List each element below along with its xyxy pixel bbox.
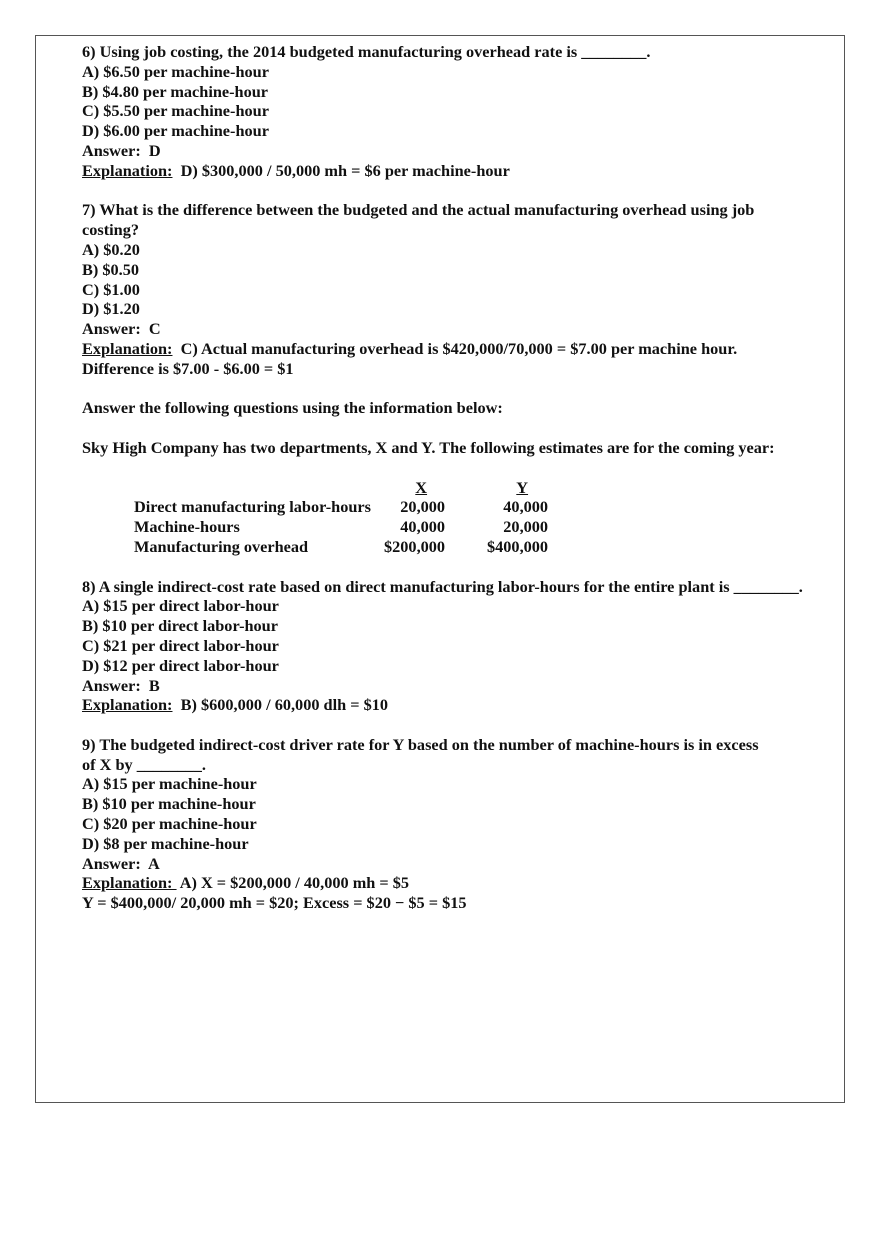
cell-y: 40,000: [503, 497, 549, 517]
scenario-text: Sky High Company has two departments, X and Y. The following estimates are for the coming year:: [82, 437, 775, 457]
table-row: [134, 497, 548, 517]
answer: Answer: A: [82, 853, 160, 873]
explanation-label: Explanation:: [82, 873, 177, 893]
option-a: A) $15 per direct labor-hour: [82, 596, 279, 616]
explanation-continued: Y = $400,000/ 20,000 mh = $20; Excess = $20 − $5 = $15: [82, 893, 467, 913]
option-a: A) $6.50 per machine-hour: [82, 61, 269, 81]
explanation: [82, 161, 812, 181]
option-c: C) $1.00: [82, 279, 140, 299]
explanation: [82, 339, 812, 359]
explanation-label: Explanation:: [82, 338, 173, 358]
explanation-continued: Difference is $7.00 - $6.00 = $1: [82, 358, 294, 378]
row-label: Direct manufacturing labor-hours: [134, 497, 371, 517]
answer: Answer: D: [82, 140, 161, 160]
option-b: B) $10 per machine-hour: [82, 794, 256, 814]
explanation-text: B) $600,000 / 60,000 dlh = $10: [172, 695, 389, 715]
department-estimates-table: [134, 478, 548, 557]
question-7: [82, 200, 812, 378]
explanation-text: A) X = $200,000 / 40,000 mh = $5: [176, 873, 410, 893]
explanation-text: C) Actual manufacturing overhead is $420,000/70,000 = $7.00 per machine hour.: [172, 338, 738, 358]
option-a: A) $15 per machine-hour: [82, 774, 257, 794]
explanation: [82, 695, 812, 715]
question-8: [82, 577, 812, 716]
option-b: B) $4.80 per machine-hour: [82, 81, 269, 101]
question-text: 7) What is the difference between the budgeted and the actual manufacturing overhead using job costing?: [82, 200, 755, 240]
instructions: Answer the following questions using the information below:: [82, 398, 503, 418]
explanation-label: Explanation:: [82, 695, 173, 715]
table-row: [134, 537, 548, 557]
row-label: Manufacturing overhead: [134, 536, 309, 556]
explanation-label: Explanation:: [82, 160, 173, 180]
option-c: C) $21 per direct labor-hour: [82, 635, 279, 655]
cell-x: $200,000: [384, 536, 446, 556]
option-c: C) $5.50 per machine-hour: [82, 101, 269, 121]
row-label: Machine-hours: [134, 517, 240, 537]
question-6: [82, 42, 812, 181]
option-b: B) $0.50: [82, 259, 139, 279]
option-b: B) $10 per direct labor-hour: [82, 616, 278, 636]
table-header: [134, 478, 548, 498]
explanation: [82, 873, 812, 893]
cell-x: 40,000: [400, 517, 446, 537]
table-row: [134, 517, 548, 537]
answer: Answer: B: [82, 675, 160, 695]
cell-y: $400,000: [487, 536, 549, 556]
column-header-x: X: [415, 477, 428, 497]
explanation-text: D) $300,000 / 50,000 mh = $6 per machine-hour: [172, 160, 510, 180]
question-text: 9) The budgeted indirect-cost driver rate for Y based on the number of machine-hours is in excess of X by ________.: [82, 734, 759, 774]
question-text: 8) A single indirect-cost rate based on direct manufacturing labor-hours for the entire plant is ________.: [82, 576, 803, 596]
cell-y: 20,000: [503, 517, 549, 537]
option-d: D) $1.20: [82, 299, 140, 319]
document-content: [82, 42, 812, 913]
answer: Answer: C: [82, 319, 161, 339]
option-a: A) $0.20: [82, 239, 140, 259]
question-9: [82, 735, 812, 913]
option-c: C) $20 per machine-hour: [82, 814, 257, 834]
option-d: D) $6.00 per machine-hour: [82, 121, 269, 141]
option-d: D) $8 per machine-hour: [82, 833, 249, 853]
cell-x: 20,000: [400, 497, 446, 517]
option-d: D) $12 per direct labor-hour: [82, 655, 279, 675]
question-text: 6) Using job costing, the 2014 budgeted manufacturing overhead rate is ________.: [82, 42, 651, 61]
column-header-y: Y: [516, 477, 529, 497]
